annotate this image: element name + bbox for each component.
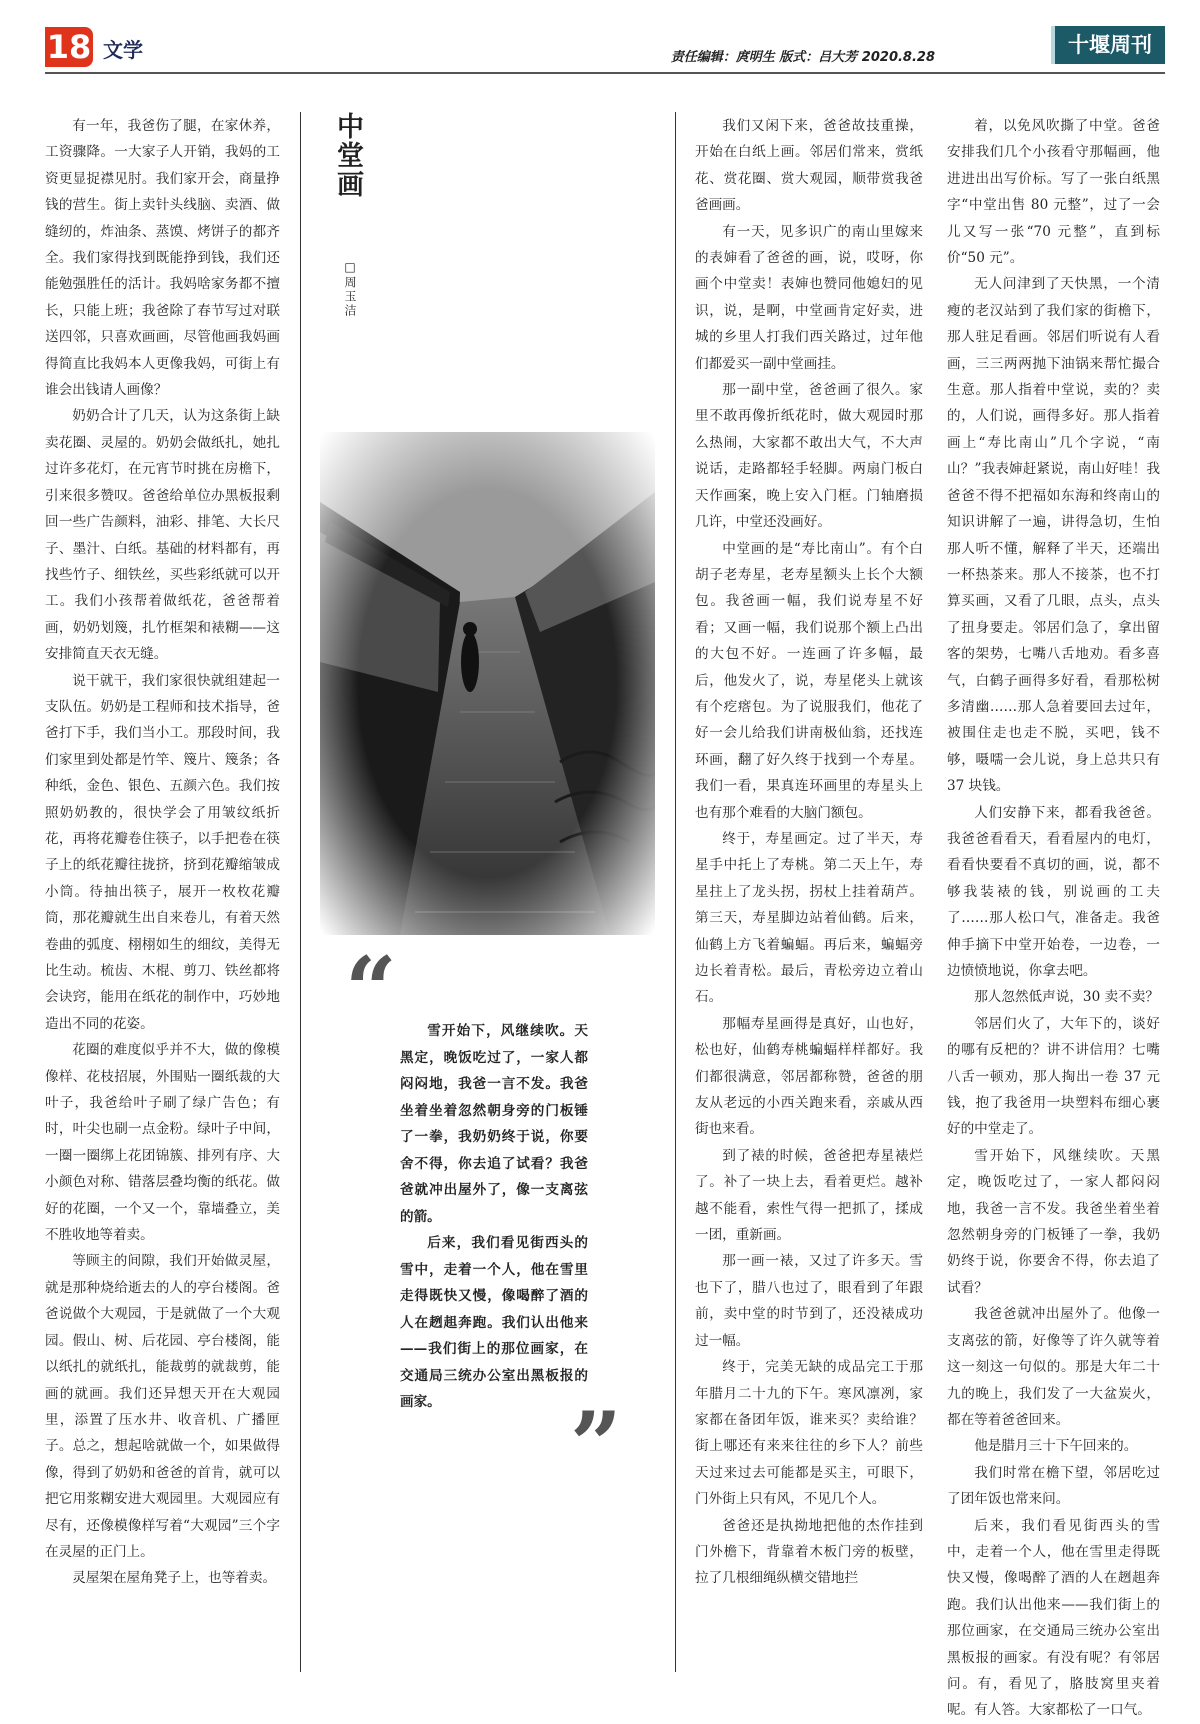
article-column-4 [947,113,1160,1724]
paragraph: 那人忽然低声说，30 卖不卖？ [974,989,1159,1006]
section-name: 文学 [103,38,143,62]
column-divider [300,112,301,1672]
paragraph: 雪开始下，风继续吹。天黑定，晚饭吃过了，一家人都闷闷地，我爸一言不发。我爸坐着坐着忽然朝身旁的门板锤了一拳，我奶奶终于说，你要舍不得，你去追了试看？我爸爸就冲出屋外了，像一支离弦的箭。 [400,1023,588,1225]
paragraph: 终于，完美无缺的成品完工于那年腊月二十九的下午。寒风凛冽，家家都在备团年饭，谁来买？卖给谁？街上哪还有来来往往的乡下人？前些天过来过去可能都是买主，可眼下，门外街上只有风，不见几个人。 [695,1359,923,1508]
paragraph: 那幅寿星画得是真好，山也好，松也好，仙鹤寿桃蝙蝠样样都好。我们都很满意，邻居都称赞，爸爸的朋友从老远的小西关跑来看，亲戚从西街也来看。 [695,1015,923,1138]
paragraph: 邻居们火了，大年下的，谈好的哪有反杷的？讲不讲信用？七嘴八舌一顿劝，那人掏出一卷 37 元钱，抱了我爸用一块塑料布细心裹好的中堂走了。 [947,1015,1160,1138]
paragraph: 着，以免风吹撕了中堂。爸爸安排我们几个小孩看守那幅画，他进进出出写价标。写了一张白纸黑字“中堂出售 80 元整”，过了一会儿又写一张“70 元整”，直到标价“50 元”。 [947,118,1160,267]
paragraph: 有一年，我爸伤了腿，在家休养，工资骤降。一大家子人开销，我妈的工资更显捉襟见肘。我们家开会，商量挣钱的营生。街上卖针头线脑、卖酒、做缝纫的，炸油条、蒸馍、烤饼子的都齐全。我们家得找到既能挣到钱，我们还能勉强胜任的活计。我妈啥家务都不擅长，只能上班；我爸除了春节写过对联送四邻，只喜欢画画，尽管他画我妈画得简直比我妈本人更像我妈，可街上有谁会出钱请人画像？ [45,118,280,399]
paragraph: 人们安静下来，都看我爸爸。我爸爸看看天，看看屋内的电灯，看看快要看不真切的画，说，都不够我装裱的钱，别说画的工夫了……那人松口气，准备走。我爸伸手摘下中堂开始卷，一边卷，一边愤愤地说，你拿去吧。 [947,804,1160,979]
pull-quote [400,1018,588,1416]
paragraph: 雪开始下，风继续吹。天黑定，晚饭吃过了，一家人都闷闷地，我爸一言不发。我爸坐着坐着忽然朝身旁的门板锤了一拳，我奶奶终于说，你要舍不得，你去追了试看？ [947,1147,1160,1296]
paragraph: 奶奶合计了几天，认为这条街上缺卖花圈、灵屋的。奶奶会做纸扎，她扎过许多花灯，在元宵节时挑在房檐下，引来很多赞叹。爸爸给单位办黑板报剩回一些广告颜料，油彩、排笔、大长尺子、墨汁、白纸。基础的材料都有，再找些竹子、细铁丝，买些彩纸就可以开工。我们小孩帮着做纸花，爸爸帮着画，奶奶划篾，扎竹框架和裱糊——这安排简直天衣无缝。 [45,408,280,663]
close-quote-mark: ” [570,1392,622,1498]
paragraph: 到了裱的时候，爸爸把寿星裱烂了。补了一块上去，看着更烂。越补越不能看，索性气得一把抓了，揉成一团，重新画。 [695,1147,923,1244]
paragraph: 有一天，见多识广的南山里嫁来的表婶看了爸爸的画，说，哎呀，你画个中堂卖！表婶也赞同他媳妇的见识，说，是啊，中堂画肯定好卖，进城的乡里人打我们西关路过，过年他们都爱买一副中堂画挂。 [695,223,923,372]
paragraph: 说干就干，我们家很快就组建起一支队伍。奶奶是工程师和技术指导，爸爸打下手，我们当小工。那段时间，我们家里到处都是竹竿、篾片、篾条；各种纸，金色、银色、五颜六色。我们按照奶奶教的，很快学会了用皱纹纸折花，再将花瓣卷住筷子，以手把卷在筷子上的纸花瓣往拢挤，挤到花瓣缩皱成小筒。待抽出筷子，展开一枚枚花瓣筒，那花瓣就生出自来卷儿，有着天然卷曲的弧度、栩栩如生的细纹，美得无比生动。梳齿、木棍、剪刀、铁丝都将会诀窍，能用在纸花的制作中，巧妙地造出不同的花姿。 [45,672,280,1032]
article-column-1 [45,113,280,1592]
column-divider [675,112,676,1672]
paragraph: 我们时常在檐下望，邻居吃过了团年饭也常来问。 [947,1464,1160,1508]
masthead-logo: 十堰周刊 [1051,26,1165,64]
page-header [45,22,1165,72]
editor-info: 责任编辑：庹明生 版式：吕大芳 2020.8.28 [670,50,935,65]
paragraph: 终于，寿星画定。过了半天，寿星手中托上了寿桃。第二天上午，寿星拄上了龙头拐，拐杖上挂着葫芦。第三天，寿星脚边站着仙鹤。后来，仙鹤上方飞着蝙蝠。再后来，蝙蝠旁边长着青松。最后，青松旁边立着山石。 [695,830,923,1006]
page-number: 18 [46,28,92,66]
article-column-3 [695,113,923,1592]
paragraph: 后来，我们看见街西头的雪中，走着一个人，他在雪里走得既快又慢，像喝醉了酒的人在趔趄奔跑。我们认出他来——我们街上的那位画家，在交通局三统办公室出黑板报的画家。有没有呢？有邻居问。有，看见了，胳肢窝里夹着呢。有人答。大家都松了一口气。 [947,1517,1160,1719]
paragraph: 等顾主的间隙，我们开始做灵屋，就是那种烧给逝去的人的亭台楼阁。爸爸说做个大观园，于是就做了一个大观园。假山、树、后花园、亭台楼阁，能以纸扎的就纸扎，能裁剪的就裁剪，能画的就画。我们还异想天开在大观园里，添置了压水井、收音机、广播匣子。总之，想起啥就做一个，如果做得像，得到了奶奶和爸爸的首肯，就可以把它用浆糊安进大观园里。大观园应有尽有，还像模像样写着“大观园”三个字在灵屋的正门上。 [45,1253,280,1560]
paragraph: 花圈的难度似乎并不大，做的像模像样、花枝招展，外围贴一圈纸裁的大叶子，我爸给叶子刷了绿广告色；有时，叶尖也刷一点金粉。绿叶子中间，一圈一圈绑上花团锦簇、排列有序、大小颜色对称、错落层叠均衡的纸花。做好的花圈，一个又一个，靠墙叠立，美不胜收地等着卖。 [45,1042,280,1244]
header-rule [45,72,1165,74]
article-byline: □周玉洁 [343,260,357,318]
paragraph: 那一副中堂，爸爸画了很久。家里不敢再像折纸花时，做大观园时那么热闹，大家都不敢出大气，不大声说话，走路都轻手轻脚。两扇门板白天作画案，晚上安入门框。门轴磨损几许，中堂还没画好。 [695,382,923,531]
paragraph: 我爸爸就冲出屋外了。他像一支离弦的箭，好像等了许久就等着这一刻这一句似的。那是大年二十九的晚上，我们发了一大盆炭火，都在等着爸爸回来。 [947,1306,1160,1428]
paragraph: 爸爸还是执拗地把他的杰作挂到门外檐下，背靠着木板门旁的板壁，拉了几根细绳纵横交错地拦 [695,1517,923,1587]
open-quote-mark: “ [345,937,397,1043]
paragraph: 灵屋架在屋角凳子上，也等着卖。 [72,1570,277,1587]
paragraph: 后来，我们看见街西头的雪中，走着一个人，他在雪里走得既快又慢，像喝醉了酒的人在趔趄奔跑。我们认出他来——我们街上的那位画家，在交通局三统办公室出黑板报的画家。 [400,1235,588,1410]
alley-photo [320,432,655,935]
paragraph: 中堂画的是“寿比南山”。有个白胡子老寿星，老寿星额头上长个大额包。我爸画一幅，我们说寿星不好看；又画一幅，我们说那个额上凸出的大包不好。一连画了许多幅，最后，他发火了，说，寿星佬头上就该有个疙瘩包。为了说服我们，他花了好一会儿给我们讲南极仙翁，还找连环画，翻了好久终于找到一个寿星。我们一看，果真连环画里的寿星头上也有那个难看的大脑门额包。 [695,540,923,821]
paragraph: 他是腊月三十下午回来的。 [974,1438,1138,1455]
paragraph: 我们又闲下来，爸爸故技重操，开始在白纸上画。邻居们常来，赏纸花、赏花圈、赏大观园，顺带赏我爸爸画画。 [695,118,923,214]
article-title: 中堂画 [332,112,363,199]
paragraph: 无人问津到了天快黑，一个清瘦的老汉站到了我们家的街檐下，那人驻足看画。邻居们听说有人看画，三三两两抛下油锅来帮忙撮合生意。那人指着中堂说，卖的？卖的，人们说，画得多好。那人指着画上“寿比南山”几个字说，“南山？”我表婶赶紧说，南山好哇！我爸爸不得不把福如东海和终南山的知识讲解了一遍，讲得急切，生怕那人听不懂，解释了半天，还端出一杯热茶来。那人不接茶，也不打算买画，又看了几眼，点头，点头了扭身要走。邻居们急了，拿出留客的架势，七嘴八舌地劝。看多喜气，白鹤子画得多好看，看那松树多清幽……那人急着要回去过年，被围住走也走不脱，买吧，钱不够，嗫嚅一会儿说，身上总共只有 37 块钱。 [947,276,1160,795]
paragraph: 那一画一裱，又过了许多天。雪也下了，腊八也过了，眼看到了年跟前，卖中堂的时节到了，还没裱成功过一幅。 [695,1253,923,1349]
